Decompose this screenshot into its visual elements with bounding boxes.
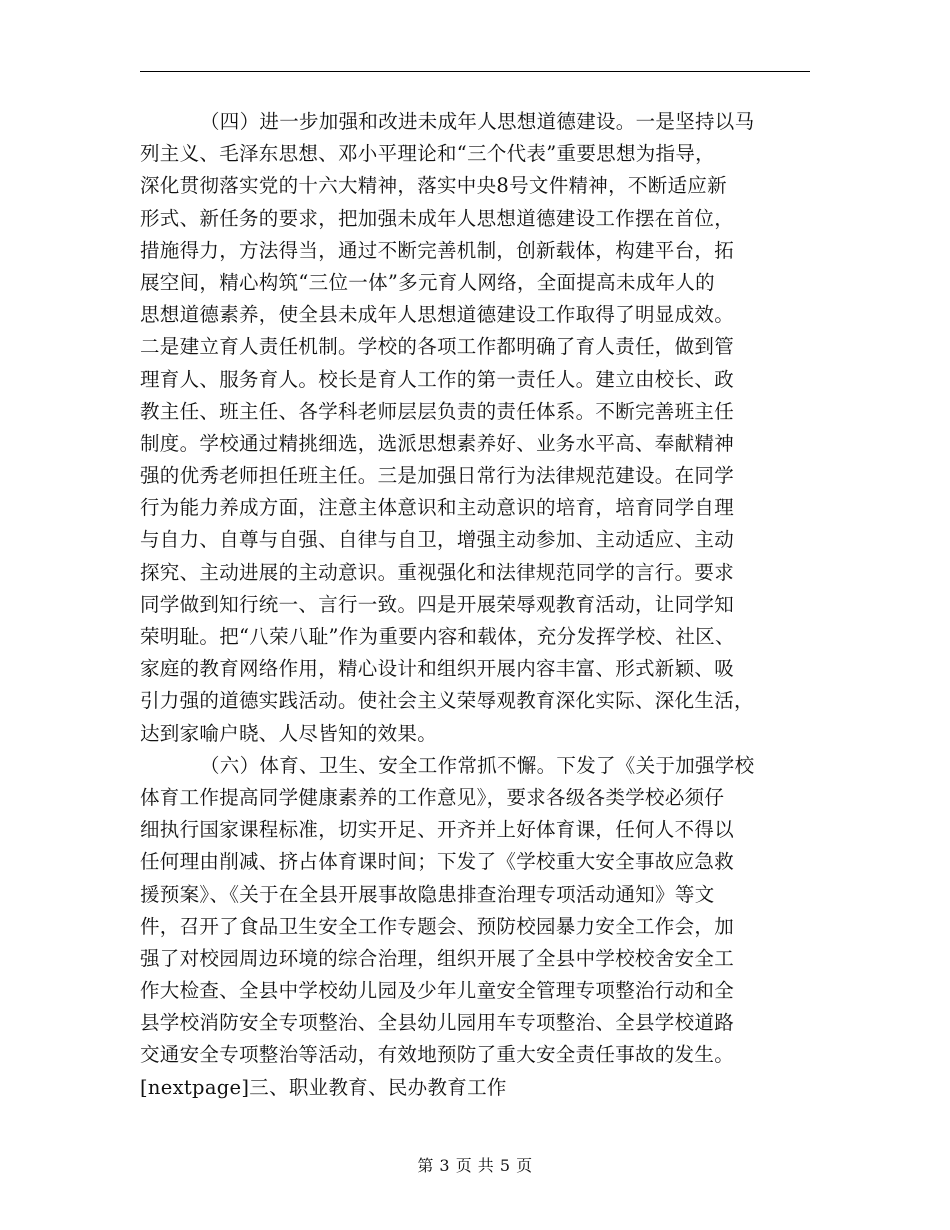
text-line: 件，召开了食品卫生安全工作专题会、预防校园暴力安全工作会，加 — [140, 914, 735, 938]
text-line: （六）体育、卫生、安全工作常抓不懈。下发了《关于加强学校 — [200, 753, 755, 777]
text-line: 强的优秀老师担任班主任。三是加强日常行为法律规范建设。在同学 — [140, 464, 735, 488]
text-line: （四）进一步加强和改进未成年人思想道德建设。一是坚持以马 — [200, 110, 755, 133]
text-line: 交通安全专项整治等活动，有效地预防了重大安全责任事故的发生。 — [140, 1043, 735, 1067]
text-line: 深化贯彻落实党的十六大精神，落实中央8号文件精神，不断适应新 — [140, 174, 727, 198]
document-body — [140, 106, 815, 1104]
text-line: 制度。学校通过精挑细选，选派思想素养好、业务水平高、奉献精神 — [140, 431, 735, 455]
text-line: 探究、主动进展的主动意识。重视强化和法律规范同学的言行。要求 — [140, 560, 735, 584]
text-line: 展空间，精心构筑“三位一体”多元育人网络，全面提高未成年人的 — [140, 270, 715, 294]
text-line: 援预案》、《关于在全县开展事故隐患排查治理专项活动通知》等文 — [140, 882, 715, 906]
paragraph-4 — [140, 106, 815, 750]
text-line: 荣明耻。把“八荣八耻”作为重要内容和载体，充分发挥学校、社区、 — [140, 625, 735, 648]
text-line: 行为能力养成方面，注意主体意识和主动意识的培育，培育同学自理 — [140, 496, 735, 520]
text-line: 思想道德素养，使全县未成年人思想道德建设工作取得了明显成效。 — [140, 303, 735, 327]
page-number-footer: 第 3 页 共 5 页 — [417, 1156, 533, 1175]
text-line: 家庭的教育网络作用，精心设计和组织开展内容丰富、形式新颖、吸 — [140, 657, 735, 681]
text-line: 达到家喻户晓、人尽皆知的效果。 — [140, 721, 438, 745]
text-line: 县学校消防安全专项整治、全县幼儿园用车专项整治、全县学校道路 — [140, 1011, 735, 1035]
text-line: 措施得力，方法得当，通过不断完善机制，创新载体，构建平台，拓 — [140, 238, 735, 262]
text-line: 作大检查、全县中学校幼儿园及少年儿童安全管理专项整治行动和全 — [140, 979, 735, 1003]
text-line: 任何理由削减、挤占体育课时间；下发了《学校重大安全事故应急救 — [140, 850, 735, 874]
header-rule — [140, 71, 810, 72]
text-line: 与自力、自尊与自强、自律与自卫，增强主动参加、主动适应、主动 — [140, 528, 735, 552]
paragraph-6 — [140, 750, 815, 1104]
text-line: 同学做到知行统一、言行一致。四是开展荣辱观教育活动，让同学知 — [140, 592, 735, 616]
text-line: 二是建立育人责任机制。学校的各项工作都明确了育人责任，做到管 — [140, 335, 735, 359]
text-line: 教主任、班主任、各学科老师层层负责的责任体系。不断完善班主任 — [140, 399, 735, 423]
text-line: 细执行国家课程标准，切实开足、开齐并上好体育课，任何人不得以 — [140, 818, 735, 842]
text-line: 体育工作提高同学健康素养的工作意见》，要求各级各类学校必须仔 — [140, 785, 725, 809]
text-line: 形式、新任务的要求，把加强未成年人思想道德建设工作摆在首位， — [140, 206, 735, 230]
text-line: [nextpage]三、职业教育、民办教育工作 — [140, 1075, 507, 1099]
text-line: 强了对校园周边环境的综合治理，组织开展了全县中学校校舍安全工 — [140, 946, 735, 970]
text-line: 列主义、毛泽东思想、邓小平理论和“三个代表”重要思想为指导， — [140, 142, 715, 166]
text-line: 理育人、服务育人。校长是育人工作的第一责任人。建立由校长、政 — [140, 367, 735, 391]
text-line: 引力强的道德实践活动。使社会主义荣辱观教育深化实际、深化生活， — [140, 689, 754, 713]
